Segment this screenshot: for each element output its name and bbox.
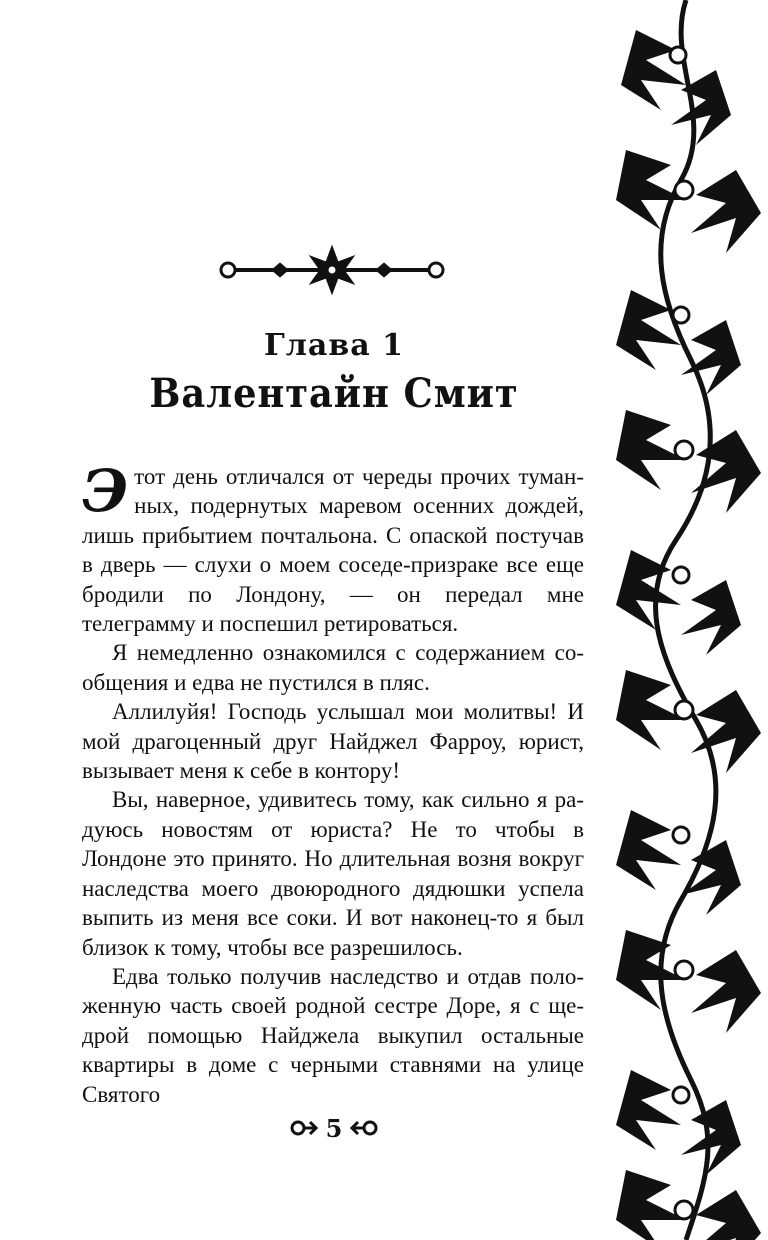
flourish-right-icon [350,1114,380,1142]
paragraph: Я немедленно ознакомился с содержанием сообщения и едва не пустился в пляс. [82,640,584,695]
chapter-title: Валентайн Смит [149,370,519,417]
paragraph: Вы, наверное, удивитесь тому, как сильно я радуюсь новостям от юриста? Не то чтобы в Лондоне это принято. Но длительная возня вокруг наследства моего двоюродного дядюшки успела выпить из меня все соки. И вот наконец-то я был близок к тому, чтобы все разрешилось. [82,787,584,960]
paragraph: Едва только получив наследство и отдав положенную часть своей родной сестре Доре, я с щедрой помощью Найджела выкупил остальные квартиры в доме с черными ставнями на улице Святого [82,963,584,1107]
paragraph: Этот день отличался от череды прочих туманных, подернутых маревом осенних дождей, лишь прибытием почтальона. С опаской постучав в дверь — слухи о моем соседе-призраке все еще бродили по Лондону, — он передал мне телеграмму и поспешил ретироваться. [82,457,584,637]
chapter-number: Глава 1 [264,328,404,363]
lily-floral-border-icon [606,0,768,1240]
paragraph: Аллилуйя! Господь услышал мои молитвы! И мой драгоценный друг Найджел Фарроу, юрист, вызывает меня к себе в контору! [82,699,584,784]
flourish-divider-icon [216,240,448,300]
body-text [82,457,584,1109]
page-number: 5 [325,1113,343,1143]
drop-cap: Э [82,457,129,525]
page-footer [280,1108,388,1148]
flourish-left-icon [288,1114,318,1142]
